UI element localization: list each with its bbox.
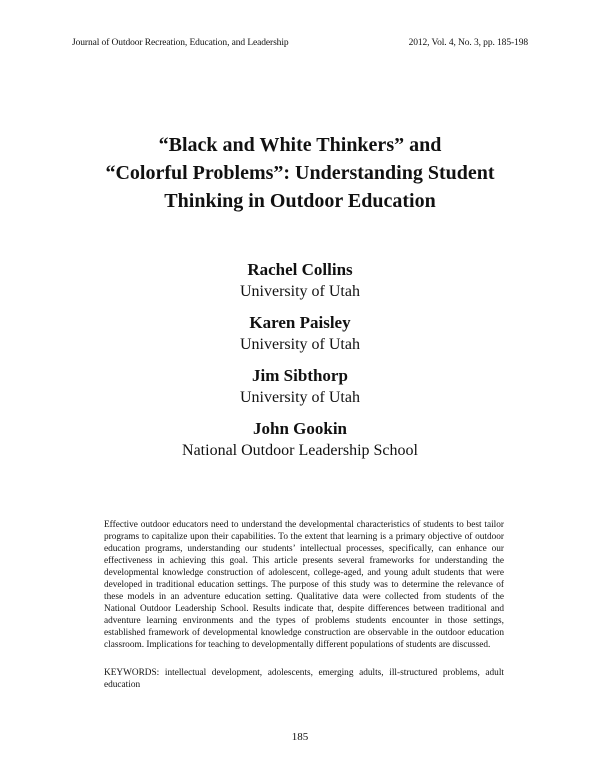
title-line-2: “Colorful Problems”: Understanding Student xyxy=(105,162,495,184)
page-number: 185 xyxy=(291,731,309,743)
author-name: Karen Paisley xyxy=(249,313,351,332)
author-affiliation: University of Utah xyxy=(240,389,360,406)
author-affiliation: University of Utah xyxy=(240,283,360,300)
author-block xyxy=(40,365,560,408)
journal-citation: 2012, Vol. 4, No. 3, pp. 185-198 xyxy=(408,38,528,48)
title-line-3: Thinking in Outdoor Education xyxy=(164,190,436,212)
keywords: KEYWORDS: intellectual development, adolescents, emerging adults, ill-structured problems, adult education xyxy=(104,668,504,690)
paper-title xyxy=(40,131,560,215)
author-name: Rachel Collins xyxy=(247,260,353,279)
author-block xyxy=(40,259,560,302)
author-affiliation: National Outdoor Leadership School xyxy=(182,442,418,459)
running-head xyxy=(72,36,528,50)
abstract: Effective outdoor educators need to understand the developmental characteristics of students to best tailor programs to capitalize upon their capabilities. To the extent that learning is a primary objective of outdoor education programs, understanding our students’ intellectual processes, specifically, can enhance our effectiveness in achieving this goal. This article presents several frameworks for understanding the developmental knowledge construction of adolescent, college-aged, and young adult students that were developed in traditional education settings. The purpose of this study was to determine the relevance of these models in an adventure education setting. Qualitative data were collected from students of the National Outdoor Leadership School. Results indicate that, despite differences between traditional and adventure learning environments and the types of problems students encounter in those settings, established framework of developmental knowledge construction are observable in the outdoor education classroom. Implications for teaching to developmentally different populations of students are discussed. xyxy=(104,520,504,650)
author-block xyxy=(40,312,560,355)
journal-name: Journal of Outdoor Recreation, Education, and Leadership xyxy=(72,38,289,48)
author-affiliation: University of Utah xyxy=(240,336,360,353)
author-name: Jim Sibthorp xyxy=(252,366,348,385)
author-name: John Gookin xyxy=(252,419,347,438)
author-list xyxy=(40,259,560,471)
title-line-1: “Black and White Thinkers” and xyxy=(158,134,442,156)
author-block xyxy=(40,418,560,461)
